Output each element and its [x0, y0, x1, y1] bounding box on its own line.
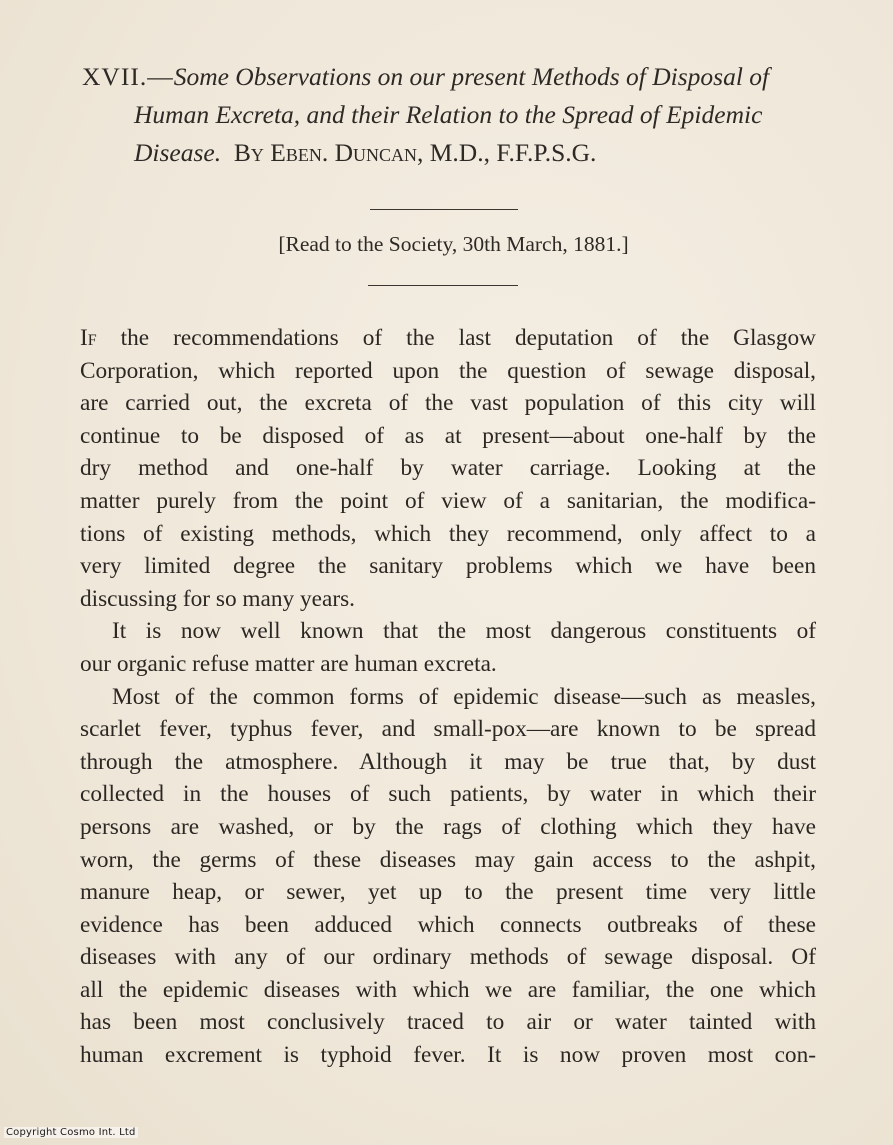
text-line: continue to be disposed of as at present—about one-half by the: [80, 422, 816, 449]
text-line: scarlet fever, typhus fever, and small-pox—are known to be spread: [80, 716, 816, 743]
text-line: all the epidemic diseases with which we are familiar, the one which: [80, 976, 816, 1003]
divider-top: [370, 209, 518, 210]
heading-line-1: [82, 62, 769, 91]
text-line: matter purely from the point of view of a sanitarian, the modifica-: [80, 487, 816, 514]
text-line: tions of existing methods, which they recommend, only affect to a: [80, 520, 816, 547]
read-note: [Read to the Society, 30th March, 1881.]: [278, 232, 629, 256]
title-line-2: Human Excreta, and their Relation to the Spread of Epidemic: [134, 100, 763, 129]
title-line-3: Disease.: [134, 138, 222, 167]
text-line: If the recommendations of the last deputation of the Glasgow: [80, 325, 816, 351]
copyright-watermark: Copyright Cosmo Int. Ltd: [6, 1127, 136, 1138]
text-line: Most of the common forms of epidemic disease—such as measles,: [112, 683, 816, 710]
divider-bottom: [368, 285, 518, 286]
text-line: are carried out, the excreta of the vast population of this city will: [80, 390, 816, 417]
text-line: through the atmosphere. Although it may be true that, by dust: [80, 748, 816, 775]
byline: By Eben. Duncan, M.D., F.F.P.S.G.: [233, 138, 597, 167]
text-line: It is now well known that the most dangerous constituents of: [112, 618, 816, 645]
text-line: worn, the germs of these diseases may gain access to the ashpit,: [80, 846, 816, 873]
heading-line-3: [82, 134, 822, 172]
text-line: discussing for so many years.: [80, 585, 355, 612]
text-line: has been most conclusively traced to air or water tainted with: [80, 1009, 816, 1036]
text-line: manure heap, or sewer, yet up to the present time very little: [80, 879, 816, 906]
text-line: very limited degree the sanitary problems which we have been: [80, 553, 816, 580]
text-line: diseases with any of our ordinary methods of sewage disposal. Of: [80, 944, 816, 971]
title-line-1: Some Observations on our present Methods of Disposal of: [173, 62, 770, 91]
opening-word: If: [80, 325, 97, 351]
article-body: [80, 322, 816, 1072]
text-line: dry method and one-half by water carriage. Looking at the: [80, 455, 816, 482]
text-line: human excrement is typhoid fever. It is now proven most con-: [80, 1042, 816, 1069]
text-line: collected in the houses of such patients, by water in which their: [80, 781, 816, 808]
text-line: our organic refuse matter are human excreta.: [80, 650, 497, 677]
text-line: persons are washed, or by the rags of clothing which they have: [80, 813, 816, 840]
text-line: evidence has been adduced which connects outbreaks of these: [80, 911, 816, 938]
article-number: XVII.—: [82, 62, 174, 91]
article-heading: [82, 58, 822, 172]
text-line: Corporation, which reported upon the question of sewage disposal,: [80, 357, 816, 384]
